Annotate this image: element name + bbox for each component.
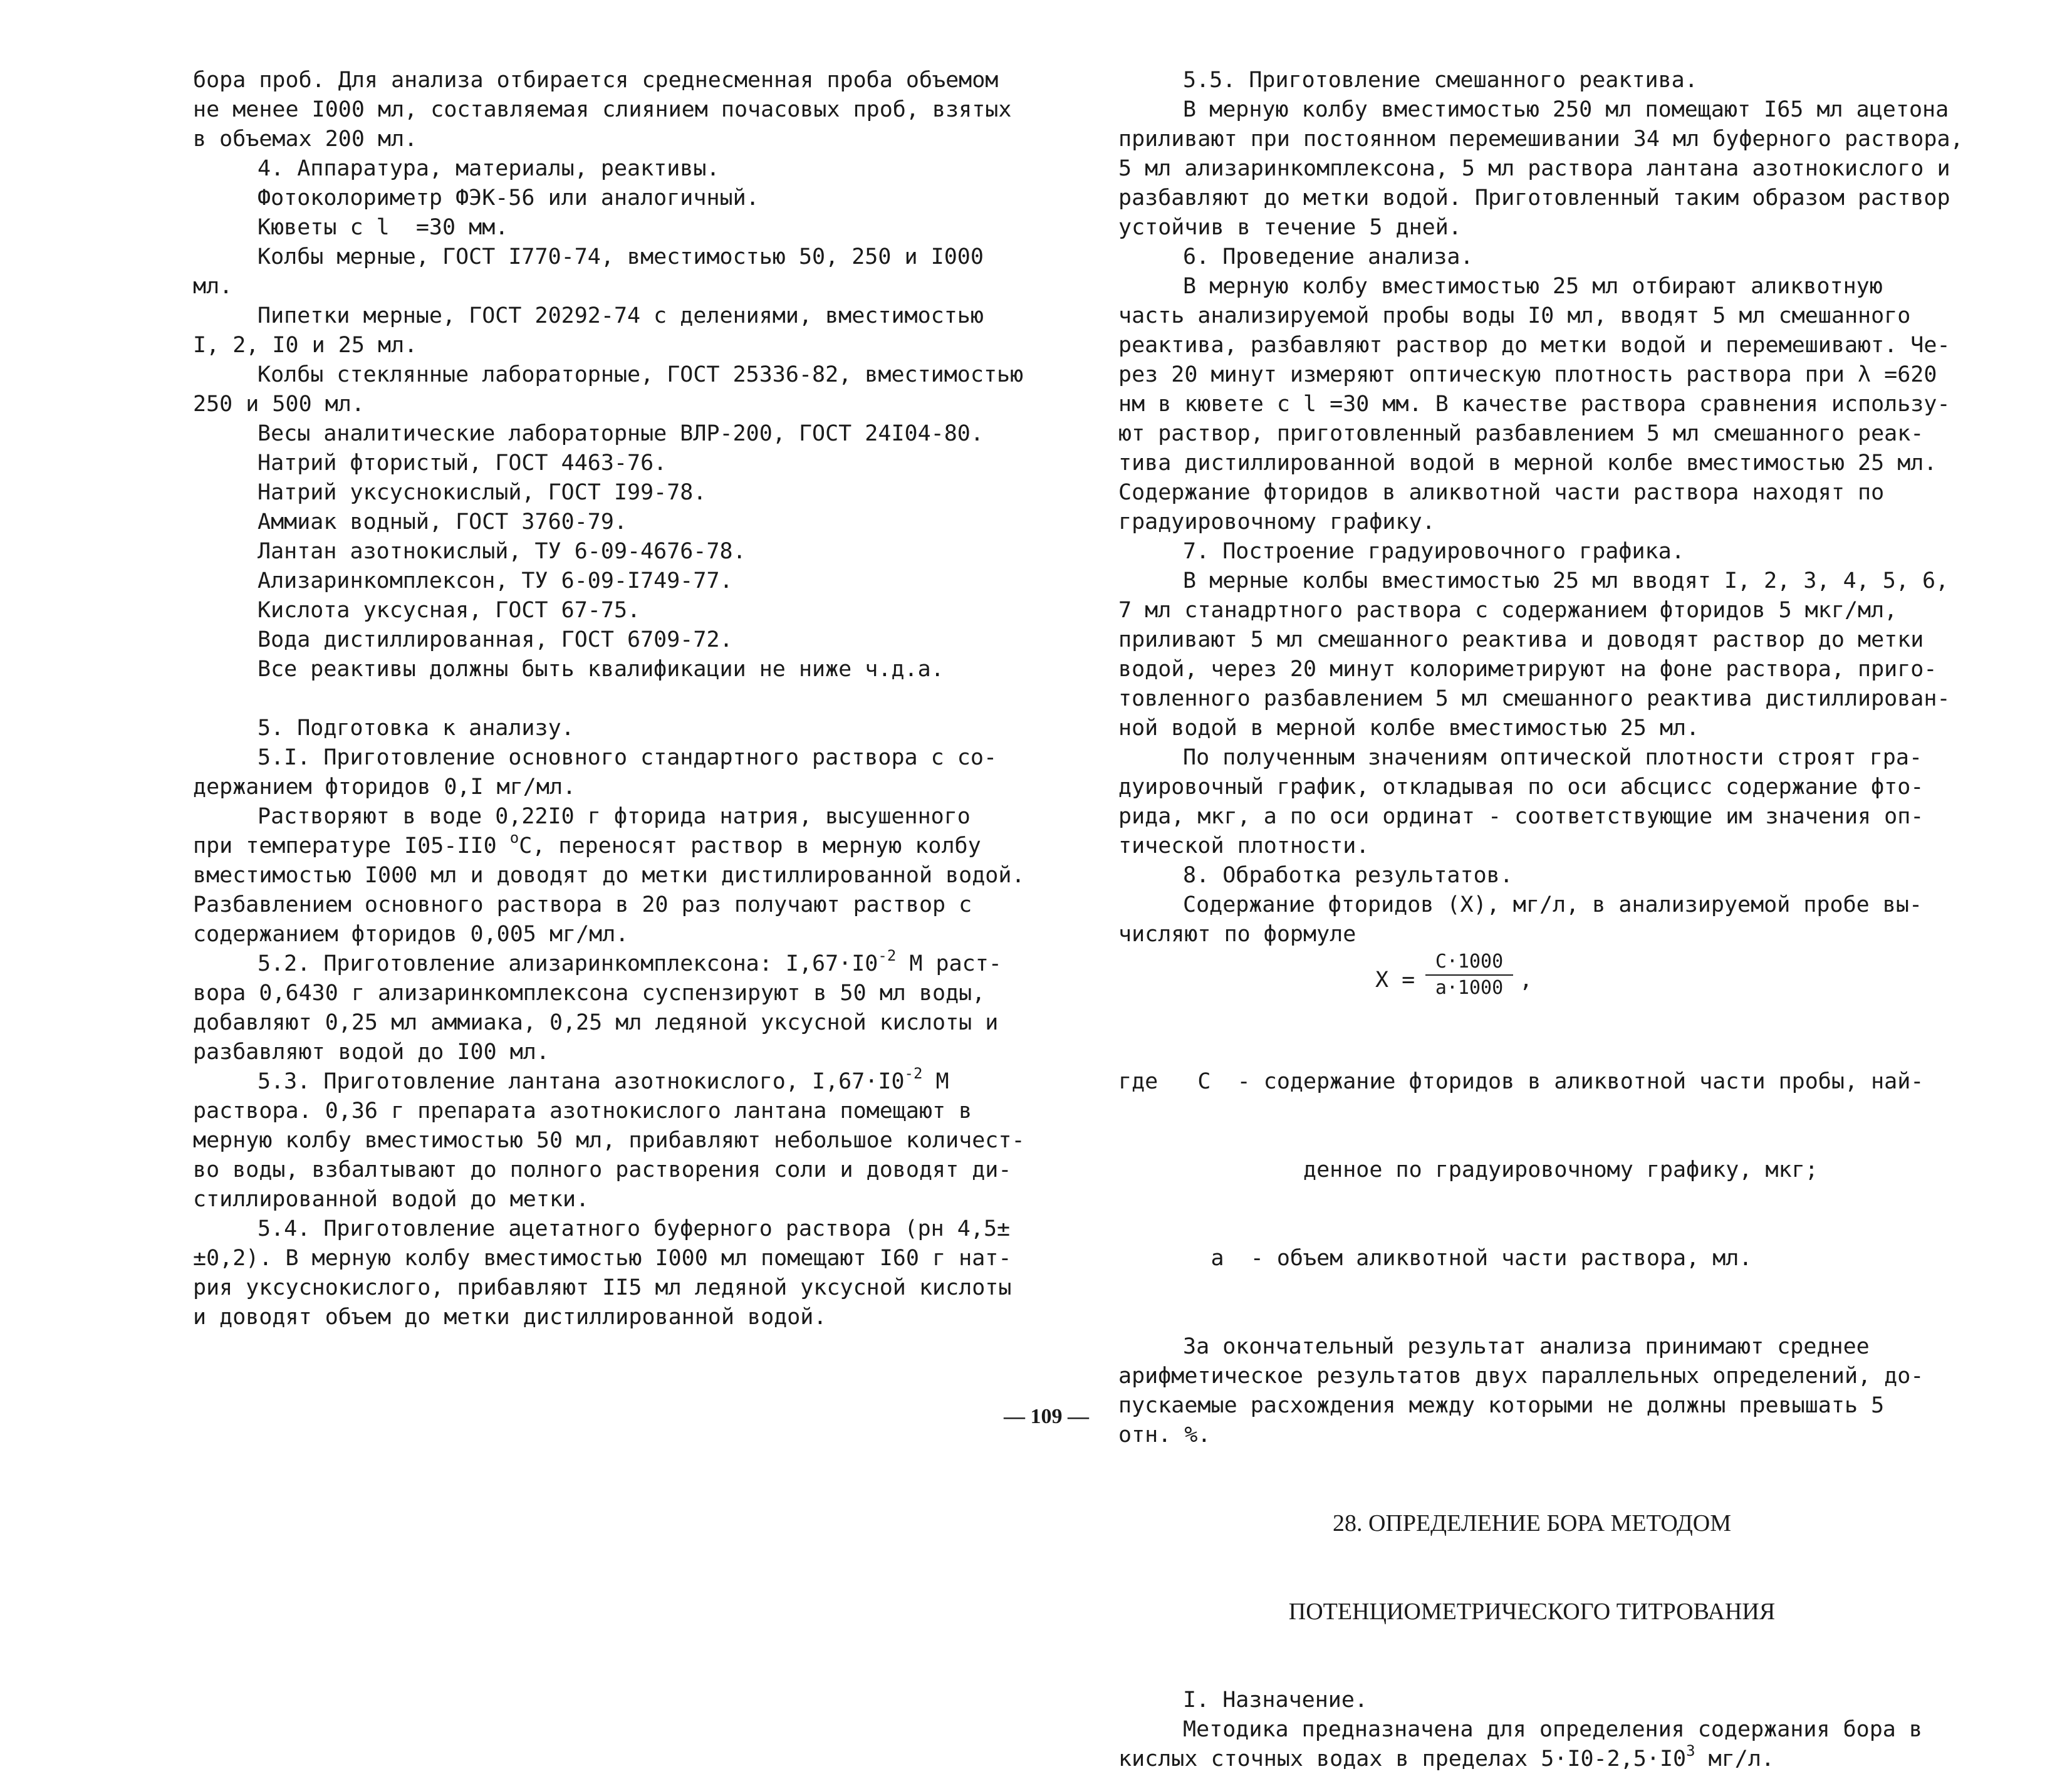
text-line — [1118, 802, 1945, 832]
text-line — [1118, 890, 1945, 920]
text-line — [193, 537, 1058, 566]
formula-numerator: C·1000 — [1425, 949, 1513, 976]
text-line — [193, 566, 1058, 596]
right-text-block-c — [1118, 1686, 1945, 1774]
text-line — [193, 596, 1058, 625]
text-line — [1118, 1391, 1945, 1421]
text-line — [1118, 832, 1945, 861]
text-line — [193, 301, 1058, 331]
page-number: — 109 — — [1004, 1405, 1089, 1428]
text-line — [193, 360, 1058, 390]
text-line — [193, 331, 1058, 360]
text-line — [193, 1097, 1058, 1126]
text-line — [1118, 1686, 1945, 1715]
section-heading-line-1: 28. ОПРЕДЕЛЕНИЕ БОРА МЕТОДОМ — [1332, 1510, 1732, 1537]
text-line — [1118, 1332, 1945, 1362]
text-line — [193, 449, 1058, 478]
line-text: Фотоколориметр ФЭК-56 или аналогичный. — [258, 185, 759, 211]
text-line — [193, 829, 1058, 861]
text-line — [1118, 1715, 1945, 1745]
text-line — [193, 684, 1058, 714]
text-line — [1118, 419, 1945, 449]
line-text-tail: С, переносят раствор в мерную колбу — [519, 833, 981, 858]
line-text: Растворяют в воде 0,22I0 г фторида натрия, высушенного — [258, 804, 971, 829]
text-line — [1118, 478, 1945, 508]
text-line — [193, 1067, 1058, 1097]
line-text: вместимостью I000 мл и доводят до метки дистиллированной водой. — [193, 863, 1025, 888]
text-line — [193, 1244, 1058, 1273]
line-text: В мерные колбы вместимостью 25 мл вводят I, 2, 3, 4, 5, 6, — [1183, 568, 1949, 593]
line-text: тива дистиллированной водой в мерной колбе вместимостью 25 мл. — [1118, 451, 1937, 476]
line-text: пускаемые расхождения между которыми не должны превышать 5 — [1118, 1393, 1885, 1418]
text-line — [193, 861, 1058, 890]
text-line — [193, 743, 1058, 773]
line-text: 7. Построение градуировочного графика. — [1183, 539, 1685, 564]
text-line — [1118, 184, 1950, 213]
text-line — [193, 714, 1058, 743]
line-text: Лантан азотнокислый, ТУ 6-09-4676-78. — [258, 539, 746, 564]
text-line — [1118, 655, 1945, 684]
line-text: в объемах 200 мл. — [193, 127, 418, 152]
line-text: В мерную колбу вместимостью 250 мл помещают I65 мл ацетона — [1183, 97, 1949, 122]
line-text: отн. %. — [1118, 1422, 1211, 1448]
text-line — [1118, 566, 1949, 596]
text-line — [193, 1214, 1058, 1244]
text-line — [1118, 154, 1950, 184]
line-text: Колбы стеклянные лабораторные, ГОСТ 25336-82, вместимостью — [258, 362, 1024, 387]
text-line — [1118, 449, 1945, 478]
text-line — [1118, 773, 1945, 802]
text-line — [193, 1038, 1058, 1067]
line-text: Аммиак водный, ГОСТ 3760-79. — [258, 509, 628, 535]
line-text: 4. Аппаратура, материалы, реактивы. — [258, 156, 720, 181]
text-line — [193, 655, 1058, 684]
line-text: нм в кювете с l =30 мм. В качестве раствора сравнения использу- — [1118, 392, 1950, 417]
line-text: Вода дистиллированная, ГОСТ 6709-72. — [258, 627, 733, 652]
text-line — [1118, 1362, 1945, 1391]
text-line — [193, 920, 1058, 949]
line-text-tail: М раст- — [896, 951, 1002, 976]
text-line — [1118, 537, 1945, 566]
line-text: Натрий фтористый, ГОСТ 4463-76. — [258, 451, 667, 476]
line-text: Весы аналитические лабораторные ВЛР-200, ГОСТ 24I04-80. — [258, 421, 984, 446]
text-line — [193, 1185, 1058, 1214]
line-text: во воды, взбалтывают до полного растворения соли и доводят ди- — [193, 1157, 1012, 1182]
line-text: бора проб. Для анализа отбирается среднесменная проба объемом — [193, 68, 999, 93]
text-line — [193, 243, 1058, 272]
line-text: водой, через 20 минут колориметрируют на фоне раствора, приго- — [1118, 657, 1937, 682]
line-text: Содержание фторидов в аликвотной части раствора находят по — [1118, 480, 1885, 505]
line-text: Разбавлением основного раствора в 20 раз получают раствор с — [193, 892, 972, 917]
line-text: приливают при постоянном перемешивании 34 мл буферного раствора, — [1118, 127, 1964, 152]
line-text: ной водой в мерной колбе вместимостью 25 мл. — [1118, 716, 1700, 741]
line-text: арифметическое результатов двух параллельных определений, до- — [1118, 1364, 1924, 1389]
line-text: рида, мкг, а по оси ординат - соответствующие им значения оп- — [1118, 804, 1924, 829]
formula-denominator: a·1000 — [1435, 977, 1504, 999]
line-text: мл. — [193, 274, 233, 299]
line-text: 7 мл станадртного раствора с содержанием фторидов 5 мкг/мл, — [1118, 598, 1898, 623]
line-text: устойчив в течение 5 дней. — [1118, 215, 1462, 240]
text-line — [1118, 125, 1964, 154]
text-line — [1118, 743, 1945, 773]
text-line — [193, 1273, 1058, 1303]
text-line — [1118, 360, 1945, 390]
line-text: 5.3. Приготовление лантана азотнокислого, I,67·I0 — [258, 1069, 905, 1094]
text-line — [193, 1303, 1058, 1332]
superscript: о — [509, 829, 519, 847]
line-text: добавляют 0,25 мл аммиака, 0,25 мл ледяной уксусной кислоты и — [193, 1010, 999, 1035]
line-text: Пипетки мерные, ГОСТ 20292-74 с делениями, вместимостью — [258, 303, 984, 328]
line-text: Ализаринкомплексон, ТУ 6-09-I749-77. — [258, 568, 733, 593]
text-line — [193, 184, 1058, 213]
text-line — [193, 213, 1058, 243]
line-text: рез 20 минут измеряют оптическую плотность раствора при λ =620 — [1118, 362, 1937, 387]
line-text-tail: М — [922, 1069, 949, 1094]
superscript: 3 — [1686, 1742, 1695, 1760]
superscript: -2 — [904, 1065, 923, 1082]
line-text-tail: мг/л. — [1695, 1746, 1774, 1771]
line-text: стиллированной водой до метки. — [193, 1187, 590, 1212]
line-text: Кислота уксусная, ГОСТ 67-75. — [258, 598, 641, 623]
line-text: 5. Подготовка к анализу. — [258, 716, 575, 741]
text-line — [1118, 66, 1945, 95]
text-line — [1118, 1421, 1945, 1450]
line-text: 5 мл ализаринкомплексона, 5 мл раствора лантана азотнокислого и — [1118, 156, 1950, 181]
line-text: дуировочный график, откладывая по оси абсцисс содержание фто- — [1118, 775, 1924, 800]
text-line — [193, 508, 1058, 537]
line-text: За окончательный результат анализа принимают среднее — [1183, 1334, 1870, 1359]
right-column — [1118, 66, 1964, 1774]
text-line — [193, 390, 1058, 419]
line-text: 5.I. Приготовление основного стандартного раствора с со- — [258, 745, 997, 770]
formula-fraction — [1425, 949, 1513, 1001]
line-text: Натрий уксуснокислый, ГОСТ I99-78. — [258, 480, 707, 505]
line-text: 6. Проведение анализа. — [1183, 244, 1474, 269]
line-text: мерную колбу вместимостью 50 мл, прибавляют небольшое количест- — [193, 1128, 1025, 1153]
line-text: В мерную колбу вместимостью 25 мл отбирают аликвотную — [1183, 274, 1883, 299]
text-line — [193, 1156, 1058, 1185]
line-text: ±0,2). В мерную колбу вместимостью I000 мл помещают I60 г нат- — [193, 1246, 1012, 1271]
line-text: 5.4. Приготовление ацетатного буферного раствора (рн 4,5± — [258, 1216, 1011, 1241]
left-column — [193, 66, 1058, 1332]
text-line — [193, 890, 1058, 920]
line-text: Кюветы с l =30 мм. — [258, 215, 509, 240]
section-heading-line-2: ПОТЕНЦИОМЕТРИЧЕСКОГО ТИТРОВАНИЯ — [1288, 1599, 1776, 1625]
text-line — [193, 1126, 1058, 1156]
line-text: I. Назначение. — [1183, 1688, 1368, 1713]
line-text: реактива, разбавляют раствор до метки водой и перемешивают. Че- — [1118, 333, 1950, 358]
text-line — [1118, 390, 1950, 419]
line-text: градуировочному графику. — [1118, 509, 1435, 535]
line-text: 250 и 500 мл. — [193, 392, 365, 417]
text-line — [193, 979, 1058, 1008]
line-text: 5.5. Приготовление смешанного реактива. — [1183, 68, 1698, 93]
line-text: вора 0,6430 г ализаринкомплексона суспензируют в 50 мл воды, — [193, 981, 986, 1006]
text-line — [1118, 596, 1945, 625]
text-line — [193, 66, 1058, 95]
line-text: тической плотности. — [1118, 833, 1370, 858]
text-line — [1118, 95, 1949, 125]
text-line — [193, 272, 1058, 301]
line-text: I, 2, I0 и 25 мл. — [193, 333, 418, 358]
text-line — [193, 949, 1058, 979]
text-line — [193, 154, 1058, 184]
text-line — [193, 1008, 1058, 1038]
definition-line: a - объем аликвотной части раствора, мл. — [1118, 1246, 1752, 1271]
line-text: разбавляют водой до I00 мл. — [193, 1040, 549, 1065]
line-text: приливают 5 мл смешанного реактива и доводят раствор до метки — [1118, 627, 1924, 652]
line-text: числяют по формуле — [1118, 922, 1356, 947]
text-line — [193, 95, 1058, 125]
text-line — [193, 802, 1058, 832]
section-heading — [1118, 1450, 1945, 1686]
text-line — [1118, 714, 1945, 743]
line-text: раствора. 0,36 г препарата азотнокислого лантана помещают в — [193, 1098, 972, 1124]
formula-definitions — [1118, 1008, 1945, 1332]
line-text: содержанием фторидов 0,005 мг/мл. — [193, 922, 629, 947]
text-line — [1118, 331, 1950, 360]
text-line — [193, 625, 1058, 655]
text-line — [1118, 508, 1945, 537]
line-text: Колбы мерные, ГОСТ I770-74, вместимостью 50, 250 и I000 — [258, 244, 984, 269]
line-text: рия уксуснокислого, прибавляют II5 мл ледяной уксусной кислоты — [193, 1275, 1012, 1300]
text-line — [1118, 272, 1945, 301]
formula-comma: , — [1519, 968, 1533, 993]
line-text: разбавляют до метки водой. Приготовленный таким образом раствор — [1118, 185, 1950, 211]
text-line — [193, 773, 1058, 802]
right-text-block-b — [1118, 1332, 1945, 1450]
right-text-block-a — [1118, 66, 1964, 949]
line-text: при температуре I05-II0 — [193, 833, 510, 858]
text-line — [1118, 861, 1945, 890]
definition-line: где C - содержание фторидов в аликвотной части пробы, най- — [1118, 1069, 1924, 1094]
line-text: и доводят объем до метки дистиллированной водой. — [193, 1305, 827, 1330]
line-text: ют раствор, приготовленный разбавлением 5 мл смешанного реак- — [1118, 421, 1924, 446]
fluoride-formula — [1118, 949, 1945, 1008]
line-text: держанием фторидов 0,I мг/мл. — [193, 775, 576, 800]
line-text: Все реактивы должны быть квалификации не ниже ч.д.а. — [258, 657, 944, 682]
line-text: часть анализируемой пробы воды I0 мл, вводят 5 мл смешанного — [1118, 303, 1911, 328]
text-line — [1118, 920, 1945, 949]
line-text: Методика предназначена для определения содержания бора в — [1183, 1717, 1923, 1742]
text-line — [1118, 684, 1950, 714]
text-line — [1118, 625, 1945, 655]
line-text: Содержание фторидов (X), мг/л, в анализируемой пробе вы- — [1183, 892, 1923, 917]
text-line — [1118, 301, 1945, 331]
text-line — [1118, 243, 1945, 272]
line-text: 5.2. Приготовление ализаринкомплексона: I,67·I0 — [258, 951, 878, 976]
formula-lhs: X = — [1375, 968, 1415, 993]
superscript: -2 — [878, 947, 897, 964]
text-line — [193, 419, 1058, 449]
text-line — [193, 125, 1058, 154]
line-text: По полученным значениям оптической плотности строят гра- — [1183, 745, 1923, 770]
line-text: 8. Обработка результатов. — [1183, 863, 1513, 888]
line-text: товленного разбавлением 5 мл смешанного реактива дистиллирован- — [1118, 686, 1950, 711]
text-line — [193, 478, 1058, 508]
definition-line: денное по градуировочному графику, мкг; — [1118, 1157, 1818, 1182]
line-text: не менее I000 мл, составляемая слиянием почасовых проб, взятых — [193, 97, 1012, 122]
text-line — [1118, 1742, 1945, 1774]
line-text: кислых сточных водах в пределах 5·I0-2,5·I0 — [1118, 1746, 1687, 1771]
text-line — [1118, 213, 1945, 243]
